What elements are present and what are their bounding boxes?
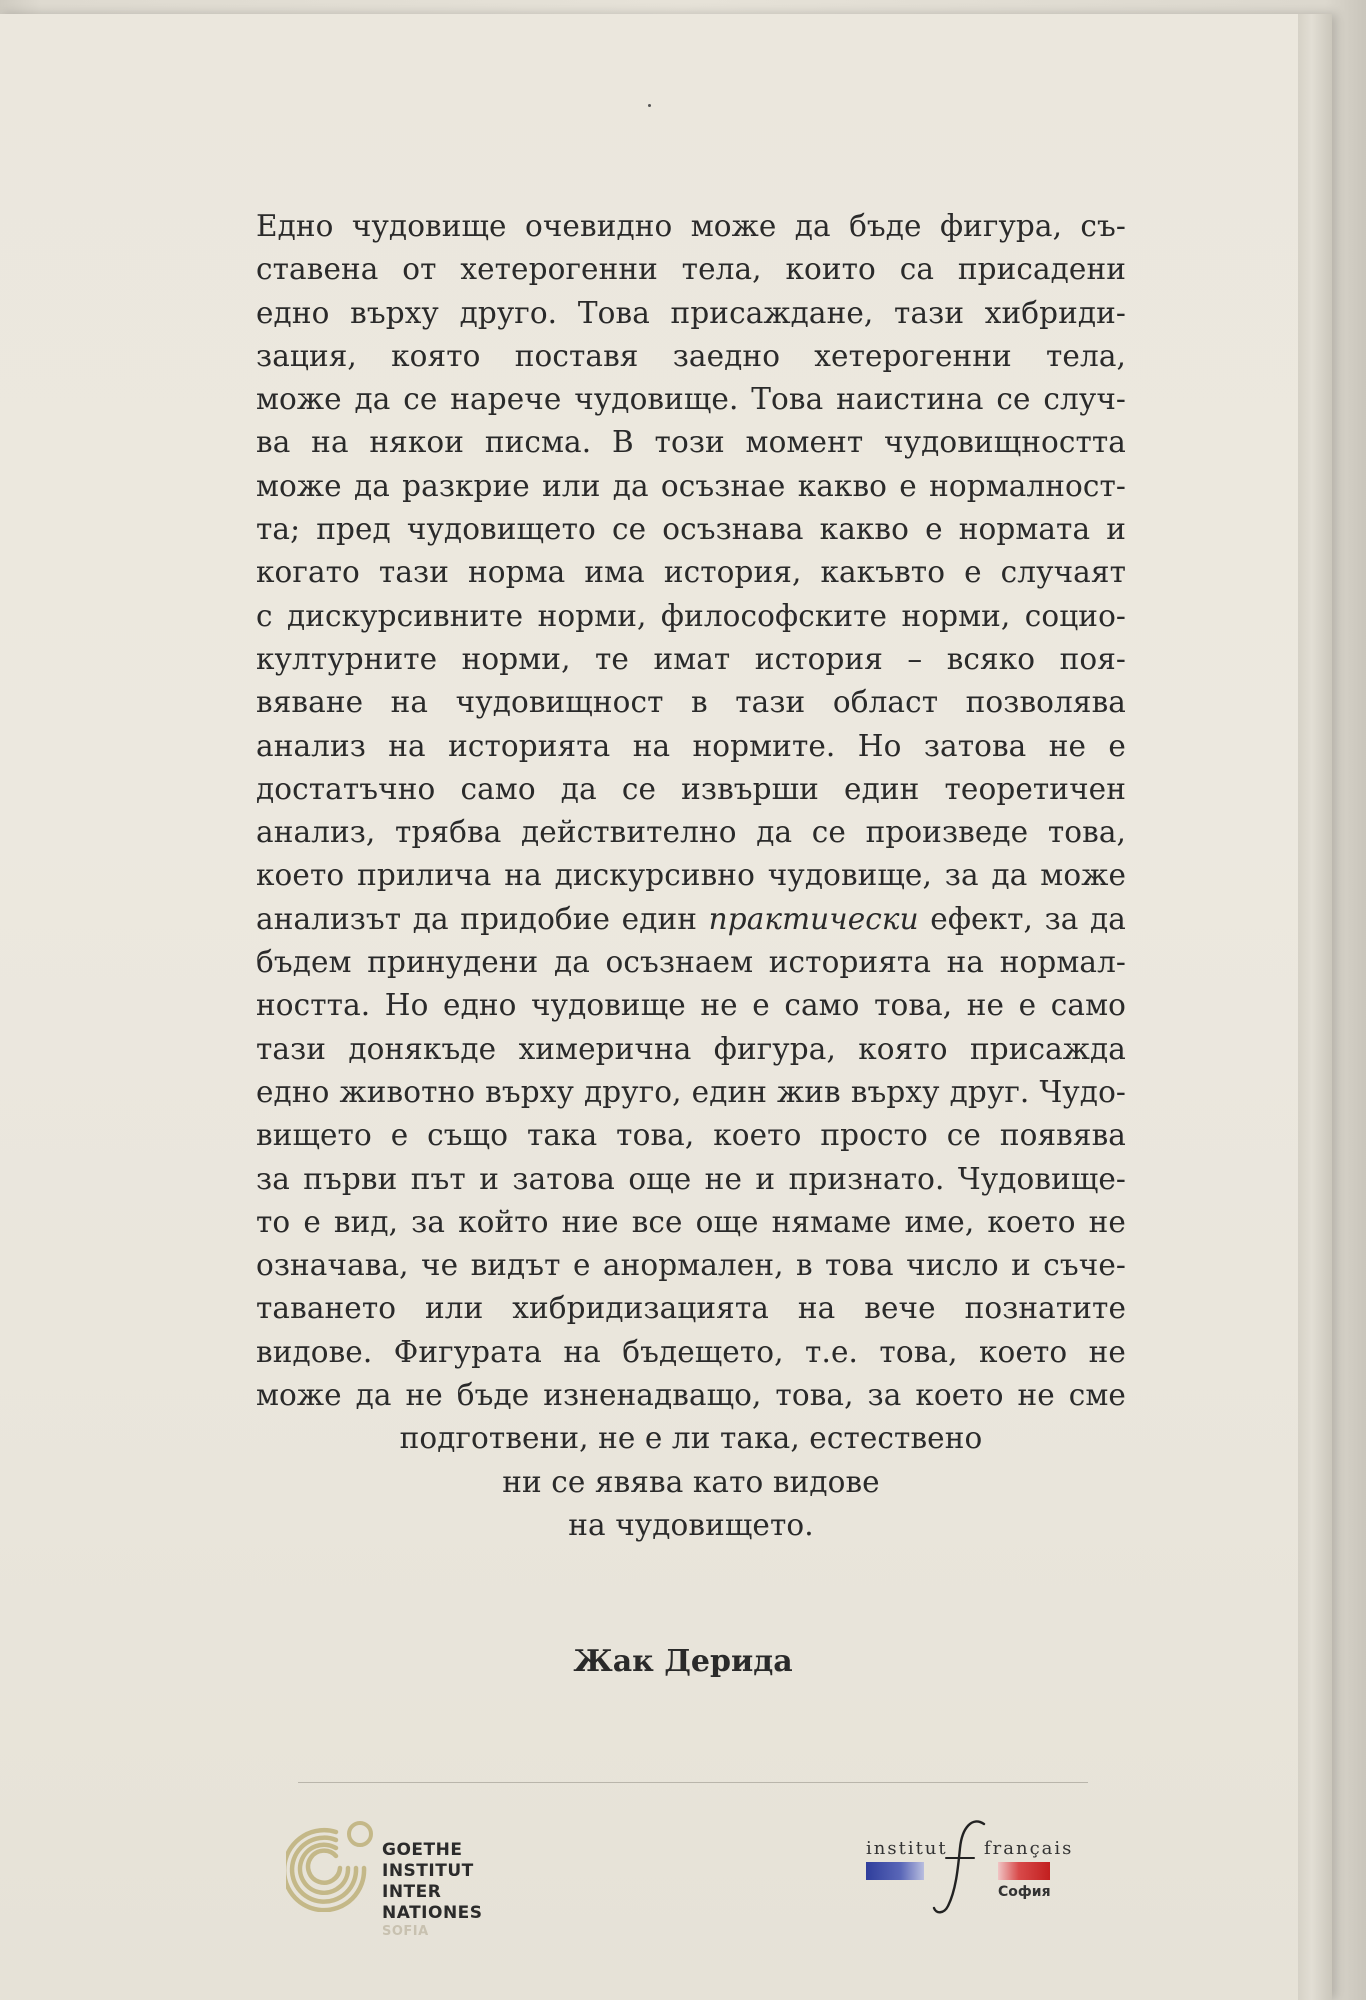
text-line: то е вид, за който ние все още нямаме име, което не [256, 1204, 1126, 1239]
goethe-city: SOFIA [382, 1924, 429, 1939]
text-line: може да не бъде изненадващо, това, за което не сме [256, 1378, 1126, 1413]
quote-text [256, 205, 1126, 1547]
author-name: Жак Дерида [573, 1644, 793, 1679]
script-f-icon [932, 1818, 992, 1918]
text-line: означава, че видът е анормален, в това число и съче- [256, 1248, 1126, 1283]
institut-word: institut [866, 1838, 948, 1859]
text-segment: ефект, за да [930, 901, 1126, 936]
italic-word: практически [708, 901, 919, 936]
text-line: анализ на историята на нормите. Но затова не е [256, 728, 1126, 763]
text-line: вяване на чудовищност в тази област позволява [256, 685, 1126, 720]
text-line: видове. Фигурата на бъдещето, т.е. това, което не [256, 1334, 1126, 1369]
text-line-centered: на чудовището. [568, 1507, 814, 1542]
text-line: за първи път и затова още не и признато. Чудовище- [256, 1161, 1126, 1196]
text-line: таването или хибридизацията на вече познатите [256, 1291, 1126, 1326]
text-line: ва на някои писма. В този момент чудовищността [256, 425, 1126, 460]
text-line: ността. Но едно чудовище не е само това, не е само [256, 988, 1126, 1023]
goethe-line-1: GOETHE INSTITUT [382, 1840, 474, 1881]
text-line: може да разкрие или да осъзнае какво е нормалност- [256, 468, 1126, 503]
text-line-centered: подготвени, не е ли така, естествено [399, 1421, 983, 1456]
text-line-centered: ни се явява като видове [502, 1464, 880, 1499]
text-line: Едно чудовище очевидно може да бъде фигура, съ- [256, 209, 1126, 243]
text-line: зация, която поставя заедно хетерогенни тела, [256, 338, 1126, 373]
text-line: та; пред чудовището се осъзнава какво е нормата и [256, 512, 1126, 547]
text-segment: анализът да придобие един [256, 901, 698, 936]
text-line: може да се нарече чудовище. Това наистина се случ- [256, 382, 1126, 417]
blue-bar [866, 1862, 924, 1880]
text-line: тази донякъде химерична фигура, която присажда [256, 1031, 1126, 1066]
goethe-spiral-icon [286, 1802, 382, 1912]
text-line: което прилича на дискурсивно чудовище, за да може [256, 858, 1126, 893]
divider-line [298, 1782, 1088, 1783]
text-line: културните норми, те имат история – всяко поя- [256, 641, 1126, 676]
text-line: бъдем принудени да осъзнаем историята на нормал- [256, 945, 1126, 980]
speck-mark [648, 104, 651, 107]
text-line: едно върху друго. Това присаждане, тази хибриди- [256, 295, 1126, 330]
goethe-institut-logo [286, 1802, 546, 1939]
text-line: когато тази норма има история, какъвто е случаят [256, 555, 1126, 590]
red-bar [998, 1862, 1050, 1880]
institut-city: София [998, 1884, 1051, 1900]
book-spine-edge [1298, 14, 1332, 2000]
institut-francais-logo [862, 1818, 1082, 1918]
text-line: с дискурсивните норми, философските норми, социо- [256, 598, 1126, 633]
text-line-with-italic [256, 898, 1126, 941]
text-line: достатъчно само да се извърши един теоретичен [256, 771, 1126, 806]
text-line: едно животно върху друго, един жив върху друг. Чудо- [256, 1074, 1126, 1109]
text-line: анализ, трябва действително да се произведе това, [256, 815, 1126, 850]
goethe-line-2: INTER NATIONES [382, 1882, 483, 1923]
francais-word: français [984, 1838, 1074, 1859]
text-line: ставена от хетерогенни тела, които са присадени [256, 252, 1126, 287]
text-line: вището е също така това, което просто се появява [256, 1118, 1126, 1153]
